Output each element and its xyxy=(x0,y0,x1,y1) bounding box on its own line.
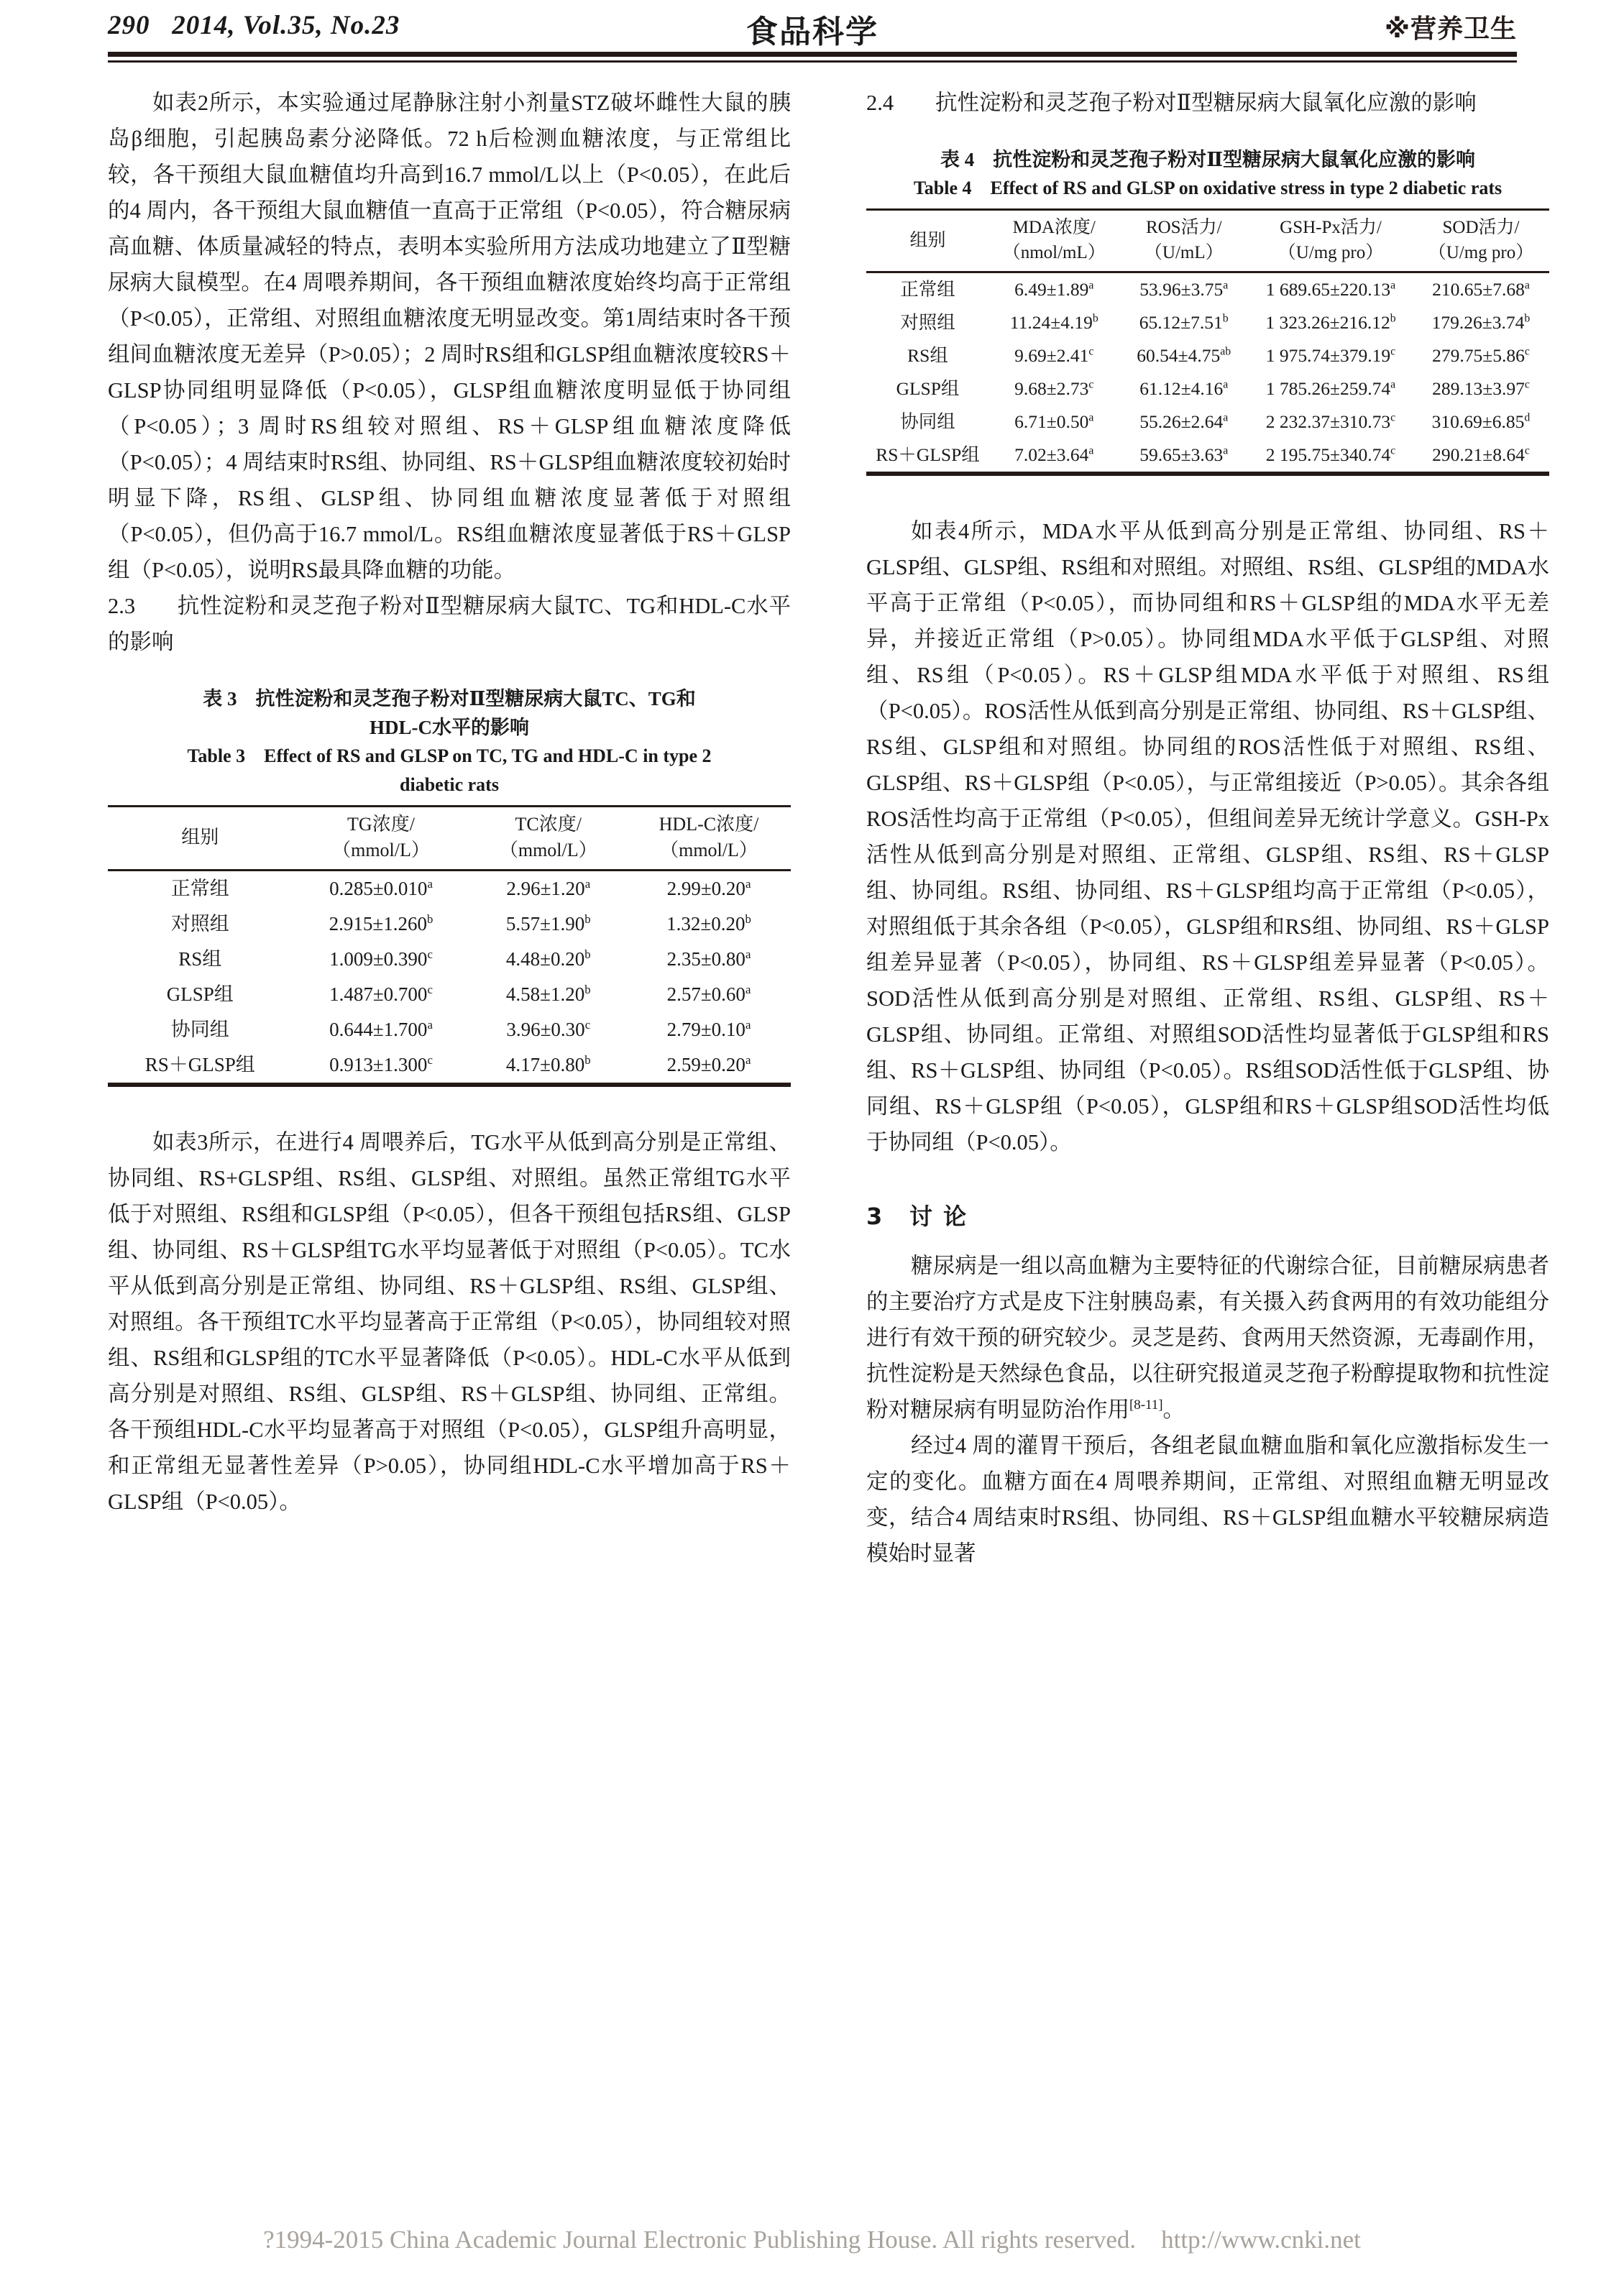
cell-group: 正常组 xyxy=(900,279,955,300)
cell-sod: 210.65±7.68$^a$ xyxy=(1432,279,1530,300)
table-4-col-header-ros: ROS活力/ （U/mL） xyxy=(1144,218,1224,262)
table-3-caption-cn-1 xyxy=(108,684,791,713)
paragraph-2-2-results: 如表2所示，本实验通过尾静脉注射小剂量STZ破坏雌性大鼠的胰岛β细胞，引起胰岛素分泌降低。72 h后检测血糖浓度，与正常组比较，各干预组大鼠血糖值均升高到16.7 mmol/L以上（P<0.05），在此后的4 周内，各干预组大鼠血糖值一直高于正常组（P<0.05），符合糖尿病高血糖、体质量减轻的特点，表明本实验所用方法成功地建立了Ⅱ型糖尿病大鼠模型。在4 周喂养期间，各干预组血糖浓度始终均高于正常组（P<0.05），正常组、对照组血糖浓度无明显改变。第1周结束时各干预组间血糖浓度无差异（P>0.05）；2 周时RS组和GLSP组血糖浓度较RS＋GLSP协同组明显降低（P<0.05），GLSP组血糖浓度明显低于协同组（P<0.05）；3 周时RS组较对照组、RS＋GLSP组血糖浓度降低（P<0.05）；4 周结束时RS组、协同组、RS＋GLSP组血糖浓度较初始时明显下降，RS组、GLSP组、协同组血糖浓度显著低于对照组（P<0.05），但仍高于16.7 mmol/L。RS组血糖浓度显著低于RS＋GLSP组（P<0.05），说明RS最具降血糖的功能。 xyxy=(108,91,791,582)
left-column xyxy=(108,85,791,1520)
table-3-label-cn: 表 3 xyxy=(203,688,237,710)
table-3-label-en: Table 3 xyxy=(187,745,246,766)
cell-sod: 289.13±3.97$^c$ xyxy=(1432,378,1530,399)
cell-group: RS组 xyxy=(907,345,948,366)
cell-group: GLSP组 xyxy=(166,983,234,1005)
discussion-title: 讨 论 xyxy=(909,1203,968,1230)
cell-tc: 4.48±0.20$^b$ xyxy=(505,947,591,970)
table-3-header-row xyxy=(108,807,791,871)
cell-gshpx: 2 232.37±310.73$^c$ xyxy=(1265,411,1396,432)
cell-mda: 6.71±0.50$^a$ xyxy=(1014,411,1094,432)
cell-ros: 61.12±4.16$^a$ xyxy=(1139,378,1229,399)
table-row xyxy=(866,272,1549,307)
cell-sod: 279.75±5.86$^c$ xyxy=(1432,345,1530,366)
cell-hdl: 2.59±0.20$^a$ xyxy=(666,1053,751,1075)
cell-tc: 3.96±0.30$^c$ xyxy=(506,1018,591,1040)
cell-gshpx: 1 975.74±379.19$^c$ xyxy=(1265,345,1396,366)
cell-ros: 65.12±7.51$^b$ xyxy=(1139,312,1229,333)
section-category: ※营养卫生 xyxy=(1385,14,1517,44)
cell-hdl: 2.35±0.80$^a$ xyxy=(666,947,751,970)
cell-ros: 53.96±3.75$^a$ xyxy=(1139,279,1229,300)
table-4-header-row xyxy=(866,210,1549,272)
cell-group: RS组 xyxy=(178,948,222,970)
cell-sod: 310.69±6.85$^d$ xyxy=(1431,411,1531,432)
paragraph-2-3-results: 如表3所示，在进行4 周喂养后，TG水平从低到高分别是正常组、协同组、RS+GLSP组、RS组、GLSP组、对照组。虽然正常组TG水平低于对照组、RS组和GLSP组（P<0.05），但各干预组包括RS组、GLSP组、协同组、RS＋GLSP组TG水平均显著低于对照组（P<0.05）。TC水平从低到高分别是正常组、协同组、RS＋GLSP组、RS组、GLSP组、对照组。各干预组TC水平均显著高于正常组（P<0.05），协同组较对照组、RS组和GLSP组的TC水平显著降低（P<0.05）。HDL-C水平从低到高分别是对照组、RS组、GLSP组、RS＋GLSP组、协同组、正常组。各干预组HDL-C水平均显著高于对照组（P<0.05），GLSP组升高明显，和正常组无显著性差异（P>0.05），协同组HDL-C水平增加高于RS＋GLSP组（P<0.05）。 xyxy=(108,1130,791,1514)
table-3-body xyxy=(108,871,791,1085)
discussion-text-1: 糖尿病是一组以高血糖为主要特征的代谢综合征，目前糖尿病患者的主要治疗方式是皮下注射胰岛素，有关摄入药食两用的有效功能组分进行有效干预的研究较少。灵芝是药、食两用天然资源，无毒副作用，抗性淀粉是天然绿色食品，以往研究报道灵芝孢子粉醇提取物和抗性淀粉对糖尿病有明显防治作用 xyxy=(866,1254,1549,1422)
table-4-title-en: Effect of RS and GLSP on oxidative stress in type 2 diabetic rats xyxy=(990,178,1503,198)
cell-sod: 290.21±8.64$^c$ xyxy=(1432,444,1530,465)
table-row xyxy=(108,906,791,942)
cell-mda: 9.69±2.41$^c$ xyxy=(1014,345,1094,366)
table-3 xyxy=(108,805,791,1087)
cell-tc: 4.58±1.20$^b$ xyxy=(505,983,591,1005)
cell-tc: 2.96±1.20$^a$ xyxy=(506,877,591,899)
cell-tg: 1.009±0.390$^c$ xyxy=(329,947,433,970)
table-4-title-cn: 抗性淀粉和灵芝孢子粉对Ⅱ型糖尿病大鼠氧化应激的影响 xyxy=(993,149,1475,170)
cell-group: 正常组 xyxy=(170,878,229,899)
table-3-caption-en-1 xyxy=(108,742,791,771)
cell-sod: 179.26±3.74$^b$ xyxy=(1431,312,1531,333)
section-heading-3-discussion xyxy=(866,1198,1549,1235)
table-4-col-header-group: 组别 xyxy=(909,230,946,250)
cell-tg: 2.915±1.260$^b$ xyxy=(329,912,433,935)
cell-mda: 6.49±1.89$^a$ xyxy=(1014,279,1094,300)
table-3-col-header-tc: TC浓度/ （mmol/L） xyxy=(499,814,597,860)
cell-ros: 60.54±4.75$^{ab}$ xyxy=(1137,345,1231,366)
cell-group: GLSP组 xyxy=(896,378,960,399)
header-rule-thick xyxy=(108,52,1517,57)
cell-tg: 0.644±1.700$^a$ xyxy=(329,1018,433,1040)
cell-tg: 0.913±1.300$^c$ xyxy=(329,1053,433,1075)
cell-group: 协同组 xyxy=(900,411,955,432)
table-4-caption-cn xyxy=(866,145,1549,174)
right-column xyxy=(866,85,1549,1571)
cell-mda: 9.68±2.73$^c$ xyxy=(1014,378,1094,399)
table-3-col-header-hdl: HDL-C浓度/ （mmol/L） xyxy=(659,814,759,860)
table-3-block xyxy=(108,684,791,1087)
cell-group: RS＋GLSP组 xyxy=(876,444,980,465)
table-4 xyxy=(866,208,1549,476)
table-row xyxy=(108,1047,791,1085)
table-4-label-en: Table 4 xyxy=(913,178,972,198)
table-4-label-cn: 表 4 xyxy=(940,149,975,170)
section-heading-2-3 xyxy=(108,588,791,660)
table-3-caption-en-2: diabetic rats xyxy=(400,774,499,795)
table-4-block xyxy=(866,145,1549,476)
table-row xyxy=(108,942,791,977)
table-3-title-cn-1: 抗性淀粉和灵芝孢子粉对Ⅱ型糖尿病大鼠TC、TG和 xyxy=(255,688,696,710)
cell-tg: 1.487±0.700$^c$ xyxy=(329,983,433,1005)
cell-tc: 4.17±0.80$^b$ xyxy=(505,1053,591,1075)
table-4-body xyxy=(866,272,1549,474)
header-rule-thin xyxy=(108,60,1517,63)
cell-group: 协同组 xyxy=(170,1019,229,1040)
table-3-col-header-group: 组别 xyxy=(181,827,219,848)
section-heading-2-4 xyxy=(866,85,1549,121)
table-row xyxy=(866,405,1549,439)
cell-hdl: 2.57±0.60$^a$ xyxy=(666,983,751,1005)
cell-mda: 7.02±3.64$^a$ xyxy=(1014,444,1094,465)
discussion-number: 3 xyxy=(866,1203,884,1230)
page-masthead xyxy=(108,6,1517,50)
section-number: 2.4 xyxy=(866,91,894,115)
table-row xyxy=(108,977,791,1012)
cell-hdl: 2.79±0.10$^a$ xyxy=(666,1018,751,1040)
paragraph-2-4-results: 如表4所示，MDA水平从低到高分别是正常组、协同组、RS＋GLSP组、GLSP组、RS组和对照组。对照组、RS组、GLSP组的MDA水平高于正常组（P<0.05），而协同组和RS＋GLSP组的MDA水平无差异，并接近正常组（P>0.05）。协同组MDA水平低于GLSP组、对照组、RS组（P<0.05）。RS＋GLSP组MDA水平低于对照组、RS组（P<0.05）。ROS活性从低到高分别是正常组、协同组、RS＋GLSP组、RS组、GLSP组和对照组。协同组的ROS活性低于对照组、RS组、GLSP组、RS＋GLSP组（P<0.05），与正常组接近（P>0.05）。其余各组ROS活性均高于正常组（P<0.05），但组间差异无统计学意义。GSH-Px活性从低到高分别是对照组、正常组、GLSP组、RS组、RS＋GLSP组、协同组。RS组、协同组、RS＋GLSP组均高于正常组（P<0.05），对照组低于其余各组（P<0.05），GLSP组和RS组、协同组、RS＋GLSP组差异显著（P<0.05），协同组、RS＋GLSP组差异显著（P<0.05）。SOD活性从低到高分别是对照组、正常组、RS组、GLSP组、RS＋GLSP组、协同组。正常组、对照组SOD活性均显著低于GLSP组和RS组、RS＋GLSP组、协同组（P<0.05）。RS组SOD活性低于GLSP组、协同组、RS＋GLSP组（P<0.05），GLSP组和RS＋GLSP组SOD活性均低于协同组（P<0.05）。 xyxy=(866,519,1549,1154)
table-4-col-header-mda: MDA浓度/ （nmol/mL） xyxy=(1002,218,1106,262)
table-row xyxy=(866,306,1549,339)
paragraph-discussion-1 xyxy=(866,1248,1549,1428)
table-row xyxy=(866,372,1549,405)
table-4-caption-en xyxy=(866,174,1549,203)
cell-hdl: 2.99±0.20$^a$ xyxy=(666,877,751,899)
section-number: 2.3 xyxy=(108,594,136,618)
section-title: 抗性淀粉和灵芝孢子粉对Ⅱ型糖尿病大鼠氧化应激的影响 xyxy=(935,91,1477,115)
table-4-col-header-sod: SOD活力/ （U/mg pro） xyxy=(1428,218,1534,262)
cell-group: RS＋GLSP组 xyxy=(144,1054,255,1075)
table-3-caption-cn-2: HDL-C水平的影响 xyxy=(370,717,529,738)
cell-ros: 59.65±3.63$^a$ xyxy=(1139,444,1229,465)
cell-gshpx: 1 785.26±259.74$^a$ xyxy=(1265,378,1396,399)
section-title: 抗性淀粉和灵芝孢子粉对Ⅱ型糖尿病大鼠TC、TG和HDL-C水平的影响 xyxy=(108,594,791,654)
table-3-title-en-1: Effect of RS and GLSP on TC, TG and HDL-C in type 2 xyxy=(264,745,712,766)
issue-info: 2014, Vol.35, No.23 xyxy=(172,11,400,40)
citation-ref: [8-11] xyxy=(1129,1397,1163,1413)
copyright-footer: ?1994-2015 China Academic Journal Electronic Publishing House. All rights reserved. http://www.cnki.net xyxy=(263,2226,1361,2254)
discussion-text-1-end: 。 xyxy=(1162,1397,1185,1422)
cell-gshpx: 1 689.65±220.13$^a$ xyxy=(1265,279,1396,300)
cell-group: 对照组 xyxy=(900,312,955,333)
cell-gshpx: 1 323.26±216.12$^b$ xyxy=(1265,312,1396,333)
table-row xyxy=(866,339,1549,372)
table-3-col-header-tg: TG浓度/ （mmol/L） xyxy=(332,814,430,860)
cell-ros: 55.26±2.64$^a$ xyxy=(1139,411,1229,432)
table-4-col-header-gshpx: GSH-Px活力/ （U/mg pro） xyxy=(1277,218,1384,262)
cell-tg: 0.285±0.010$^a$ xyxy=(329,877,433,899)
page-number: 290 xyxy=(108,11,150,40)
journal-title: 食品科学 xyxy=(746,14,878,50)
cell-mda: 11.24±4.19$^b$ xyxy=(1009,312,1098,333)
cell-gshpx: 2 195.75±340.74$^c$ xyxy=(1265,444,1396,465)
cell-tc: 5.57±1.90$^b$ xyxy=(505,912,591,935)
cell-group: 对照组 xyxy=(170,913,229,935)
table-row xyxy=(108,1012,791,1047)
paragraph-discussion-2: 经过4 周的灌胃干预后，各组老鼠血糖血脂和氧化应激指标发生一定的变化。血糖方面在4 周喂养期间，正常组、对照组血糖无明显改变，结合4 周结束时RS组、协同组、RS＋GLSP组血糖水平较糖尿病造模始时显著 xyxy=(866,1433,1549,1566)
cell-hdl: 1.32±0.20$^b$ xyxy=(666,912,751,935)
table-row xyxy=(108,871,791,907)
table-row xyxy=(866,439,1549,474)
